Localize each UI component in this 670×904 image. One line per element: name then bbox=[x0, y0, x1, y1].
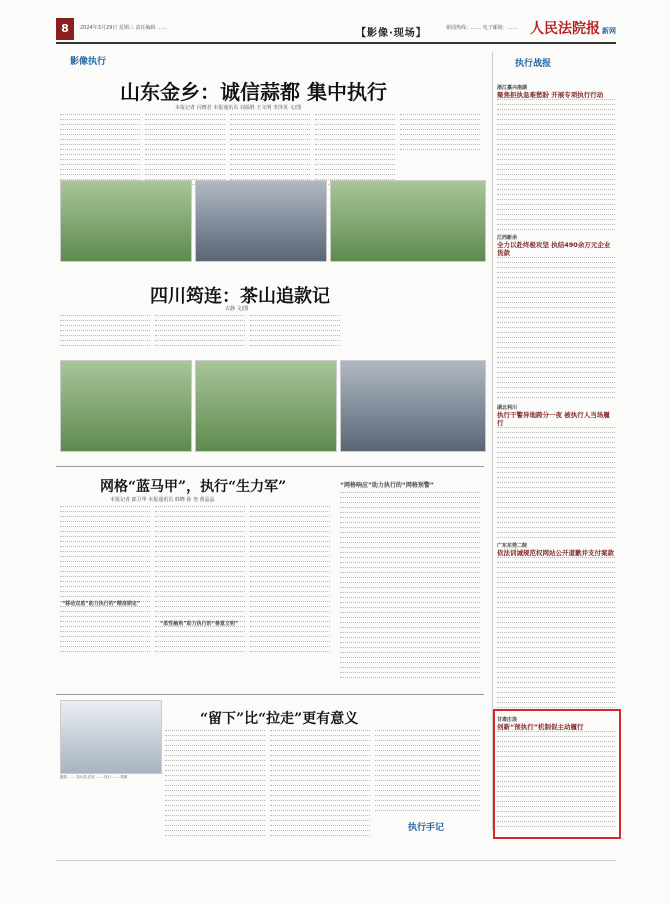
photo-officials bbox=[60, 180, 192, 262]
highlight-box bbox=[493, 709, 621, 839]
sidebar-item-body bbox=[497, 427, 615, 542]
headline-stay: “留下”比“拉走”更有意义 bbox=[200, 711, 359, 727]
body-text-12 bbox=[340, 492, 480, 687]
page-header bbox=[56, 18, 616, 44]
sidebar-item-location: 浙江嘉兴南湖 bbox=[497, 85, 528, 91]
subhead-soft-touch: “柔性触角”助力执行的“善意文明” bbox=[160, 621, 239, 627]
photo-village bbox=[330, 180, 486, 262]
page-number: 8 bbox=[56, 18, 74, 40]
sidebar-item-title: 创新“预执行”机制促主动履行 bbox=[497, 723, 584, 731]
section-divider bbox=[56, 466, 484, 467]
section-divider-2 bbox=[56, 694, 484, 695]
photo-field-walk bbox=[195, 360, 337, 452]
subhead-precise-lock: “移动双盾”助力执行的“精准锁定” bbox=[62, 601, 141, 607]
body-text-13 bbox=[165, 730, 265, 840]
photo-police bbox=[195, 180, 327, 262]
sidebar-item-location: 广东东莞二院 bbox=[497, 543, 528, 549]
sidebar-tag: 执行战报 bbox=[515, 59, 552, 69]
sidebar-item-lichuan bbox=[497, 404, 615, 542]
column-tag: 影像执行 bbox=[70, 57, 107, 67]
sidebar-item-jiaxing bbox=[497, 84, 615, 234]
sidebar-item-xinyu bbox=[497, 234, 615, 402]
body-text-5 bbox=[400, 114, 480, 154]
sidebar-item-title: 聚焦拒执急难愁盼 开展专项执行行动 bbox=[497, 91, 604, 99]
body-text-6 bbox=[60, 315, 150, 355]
sidebar-item-location: 湖北利川 bbox=[497, 405, 518, 411]
sidebar-item-title: 全力以赴终极攻坚 执结490余万元企业货款 bbox=[497, 241, 611, 257]
photo-caption: 摄影 …… 执行局 法官 …… 执行 …… 郑明 bbox=[60, 775, 128, 779]
headline-blue-vest: 网格“蓝马甲”，执行“生力军” bbox=[100, 479, 287, 495]
headline-grid-warning: “网格响应”助力执行的“网格预警” bbox=[340, 482, 434, 489]
sidebar-item-location: 江西新余 bbox=[497, 235, 518, 241]
sidebar-item-title: 执行干警异地跨分一夜 被执行人当场履行 bbox=[497, 411, 610, 427]
editor-info: 新闻热线：…… 电子邮箱：…… bbox=[446, 25, 518, 31]
headline-junlian: 四川筠连：茶山追款记 bbox=[150, 286, 330, 307]
photo-tea-hill bbox=[60, 360, 192, 452]
byline-jinxiang: 本报记者 闫晓君 本报通讯员 刘福胜 王文明 李泽英 文/图 bbox=[175, 105, 302, 111]
body-text-14 bbox=[270, 730, 370, 840]
body-text-11 bbox=[250, 506, 330, 686]
body-text-8 bbox=[250, 315, 340, 355]
page-footer-rule bbox=[56, 860, 616, 861]
section-title: 【影像·现场】 bbox=[356, 28, 427, 39]
photo-van bbox=[340, 360, 486, 452]
sidebar-item-location: 甘肃庄浪 bbox=[497, 717, 518, 723]
sidebar-item-title: 依法训诫规范权网站公开道歉并支付案款 bbox=[497, 549, 614, 557]
sidebar-item-dongguan bbox=[497, 542, 615, 712]
headline-jinxiang: 山东金乡：诚信蒜都 集中执行 bbox=[120, 80, 387, 104]
body-text-7 bbox=[155, 315, 245, 355]
sidebar-item-body bbox=[497, 557, 615, 712]
photo-judge-office bbox=[60, 700, 162, 774]
column-stamp: 执行手记 bbox=[408, 823, 445, 833]
body-text-15 bbox=[375, 730, 480, 815]
sidebar-item-body bbox=[497, 99, 615, 234]
body-text-9 bbox=[60, 506, 150, 686]
sidebar-item-body bbox=[497, 257, 615, 402]
byline-blue-vest: 本报记者 郎卫华 本报通讯员 韩晓 孙 尧 黄晶晶 bbox=[110, 497, 215, 503]
newspaper-logo: 人民法院报 新网 bbox=[530, 21, 616, 37]
header-meta: 2024年3月29日 星期三 责任编辑 …… bbox=[80, 25, 168, 31]
body-text-10 bbox=[155, 506, 245, 686]
byline-junlian: 古静 文/图 bbox=[225, 306, 249, 312]
